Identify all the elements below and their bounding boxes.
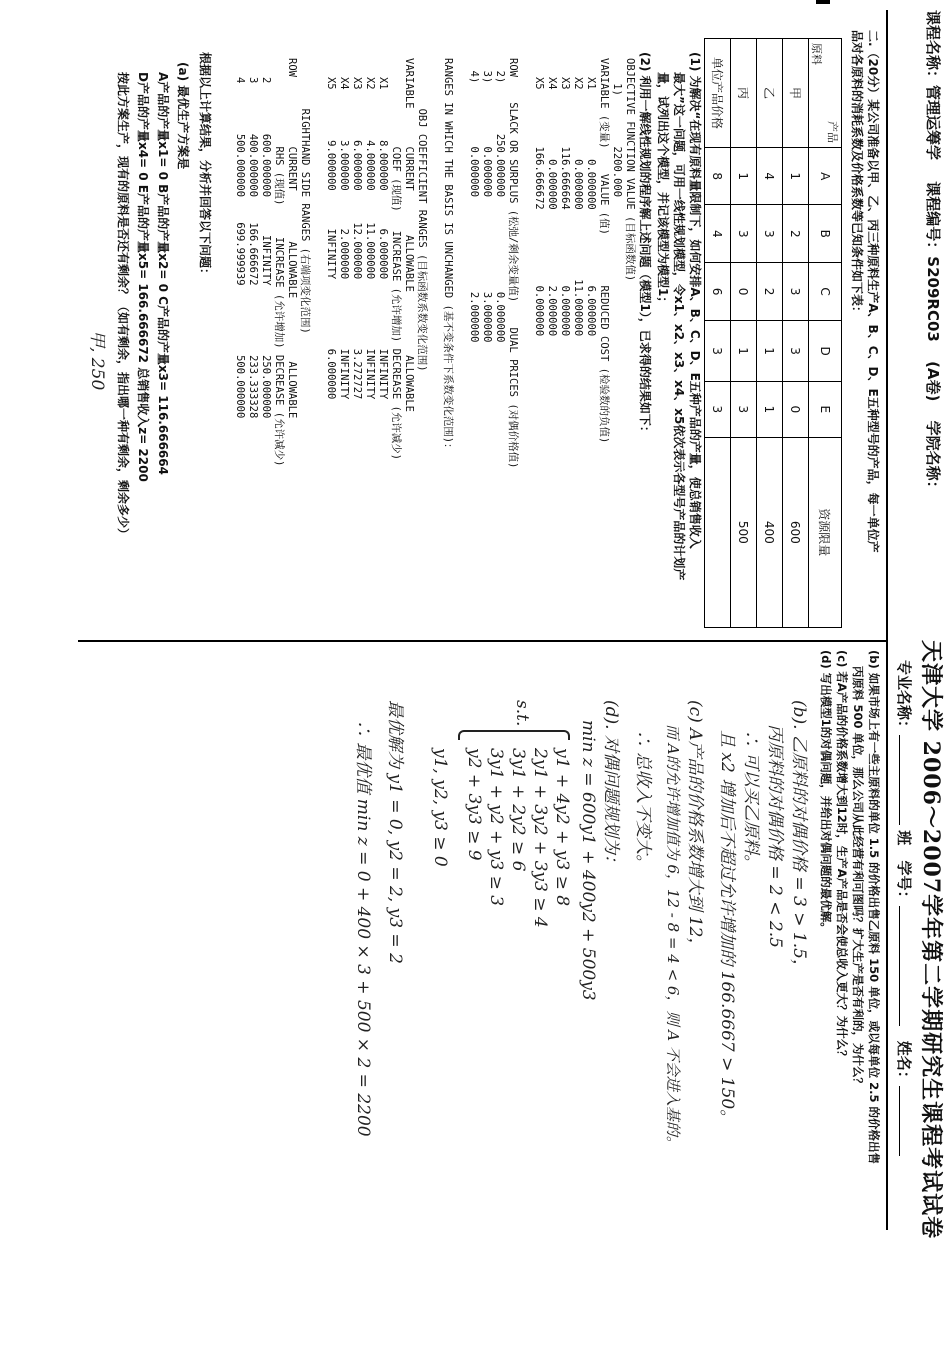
lp-output-line: 2) 250.000000 0.000000 [494,58,506,343]
lp-output-line [519,58,532,468]
question-b-line1: (b) 如果市场上有一些主原料的单位 1.5 的价格出售乙原料 150 单位，或以每单位 2.5 的价格出售 [867,650,881,1165]
lp-output-line: X1 8.000000 6.000000 INFINITY [377,58,389,400]
lp-output-line: X2 0.000000 11.000000 [572,58,584,337]
lp-output-line: X5 166.666672 0.000000 [533,58,545,337]
brace [458,730,570,740]
lp-output-line: X5 9.000000 INFINITY 6.000000 [325,58,337,400]
lp-output-line: 4) 0.000000 2.000000 [468,58,480,343]
hw-c1: (c) A产品的价格系数增大到 12， [685,700,705,955]
lp-output-line: RHS (现值) INCREASE (允许增加) DECREASE (允许减少) [273,58,285,467]
table-row: 乙 4 3 2 1 1 400 [757,39,783,628]
col-header: D [809,321,842,382]
lp-output-line: VARIABLE CURRENT ALLOWABLE ALLOWABLE [403,58,415,413]
part1-line2: 最大”这一问题，可用一线性规划模型，令x1、x2、x3、x4、x5依次表示各型号产品的计划产 [672,72,686,581]
hw-c3: ∴ 总收入不变大。 [633,730,653,872]
hw-d6: y2 + 3y3 ≥ 9 [464,748,484,861]
lp-output-line [454,58,467,468]
lp-output-line: X3 116.666664 0.000000 [559,58,571,337]
major-class-line: 专业名称： 班 学号： 姓名： [894,660,915,1156]
lp-output-line: 2 600.000000 INFINITY 250.000000 [260,58,272,419]
table-row: 甲 1 2 3 3 0 600 [783,39,809,628]
hw-st: s.t. [512,700,532,727]
lp-output-line: ROW CURRENT ALLOWABLE ALLOWABLE [286,58,298,419]
col-header: C [809,263,842,321]
question-c-line: (c) 若A产品的价格系数增大到12时，生产A产品是否会使总收入更大？为什么？ [835,650,849,1062]
hw-d1: min z = 600y1 + 400y2 + 500y3 [578,720,598,1001]
table-row: 丙 1 3 0 1 3 500 [731,39,757,628]
lp-output-line [311,58,324,468]
lp-output-line: X4 3.000000 2.000000 INFINITY [338,58,350,400]
lp-output-line: OBJECTIVE FUNCTION VALUE (目标函数值) [624,58,636,282]
coefficient-table [704,38,842,628]
lp-output-line: X2 4.000000 11.000000 INFINITY [364,58,376,400]
col-header: E [809,382,842,438]
question-d-line: (d) 写出模型1的对偶问题，并给出对偶问题的最优解。 [819,650,833,934]
analysis-a-label: (a) 最优生产方案是 [176,62,190,170]
analysis-b-line: 按此方案生产，现有的原料是否还有剩余？（如有剩余，指出哪一种有剩余，剩余多少） [116,72,130,541]
hw-d2: y1 + 4y2 + y3 ≥ 8 [552,748,572,907]
hw-d0: (d). 对偶问题规划为： [601,700,621,871]
lp-output-line: 3 400.000000 166.666672 233.333328 [247,58,259,419]
hw-b3: ∴ 可以买乙原料。 [741,730,761,872]
hw-d4: 3y1 + 2y2 ≥ 6 [508,748,528,872]
part2-line1: (2) 利用一解线性规划的程序解上述问题（模型1），已求得的结果如下： [638,52,652,438]
course-header: 课程名称：管理运筹学 课程编号：S209RC03 (A卷) 学院名称： [924,10,942,496]
column-divider [78,640,888,642]
hw-d9: ∴ 最优值 min z = 0 + 400 × 3 + 500 × 2 = 2200 [353,720,373,1137]
analysis-a-line2: D产品的产量x4= 0 E产品的产量x5= 166.666672 总销售收入z= 2200 [136,72,150,482]
lp-output-line: 3) 0.000000 3.000000 [481,58,493,343]
lp-output-line: X3 6.000000 12.000000 3.272727 [351,58,363,400]
header-divider [886,10,888,1230]
lp-output [233,58,636,468]
lp-output-line: VARIABLE (变量) VALUE (值) REDUCED COST (检验数的负值) [598,58,610,444]
lp-output-line: RANGES IN WHICH THE BASIS IS UNCHANGED (基不变条件下系数变化范围)： [442,58,454,454]
lp-output-line: ROW SLACK OR SURPLUS (松弛/剩余变量值) DUAL PRICES (对偶价格值) [507,58,519,469]
col-header: A [809,148,842,205]
lp-output-line: OBJ COEFFICIENT RANGES (目标函数系数变化范围) [416,58,428,372]
binding-mark [816,0,830,4]
exam-title: 天津大学 2006～2007学年第二学期研究生课程考试试卷 [918,640,944,1240]
analysis-intro: 根据以上计算结果，分析并回答以下问题： [198,52,212,281]
hw-d8: 最优解为 y1 = 0, y2 = 2, y3 = 2 [385,700,405,964]
hw-d5: 3y1 + y2 + y3 ≥ 3 [486,748,506,907]
lp-output-line: X4 0.000000 2.000000 [546,58,558,337]
lp-output-line: X1 0.000000 6.000000 [585,58,597,337]
lp-output-line: 1) 2200.000 [611,58,623,198]
question-intro-2: 品对各原料的消耗系数及价格系数等已知条件如下表： [850,30,864,319]
lp-output-line: COEF (现值) INCREASE (允许增加) DECREASE (允许减少) [390,58,402,461]
hw-b2: 丙原料的对偶价格 = 2 < 2.5 [765,724,785,948]
col-header: 资源限量 [809,437,842,627]
col-header: B [809,205,842,263]
table-row: 单位产品价格 8 4 6 3 3 [705,39,731,628]
lp-output-line [428,58,441,468]
lp-output-line: RIGHTHAND SIDE RANGES (右端项变化范围) [299,58,311,334]
hw-d7: y1, y2, y3 ≥ 0 [430,748,450,867]
part1-line3: 量，试列出这个模型，并记该模型为模型1； [656,72,670,309]
hw-d3: 2y1 + 3y2 + 3y3 ≥ 4 [530,748,550,928]
question-b-line2: 丙原料 500 单位，那么公司从此经营有利可图吗？扩大生产是否有利的，为什么？ [851,666,865,1090]
part1-line1: (1) 为解决“在现有原料量限制下，如何安排A、B、C、D、E五种产品的产量，使总销售收入 [688,52,702,549]
hw-c2: 而 A的允许增加值为 6，12 - 8 = 4 < 6，则 A 不会进入基的。 [664,724,682,1151]
lp-output-line: 4 500.000000 699.999939 500.000000 [234,58,246,419]
analysis-b-answer: 甲, 250 [87,330,107,391]
hw-b1: (b). 乙原料的对偶价格 = 3 > 1.5， [789,700,809,976]
analysis-a-line1: A产品的产量x1= 0 B产品的产量x2= 0 C产品的产量x3= 116.666664 [156,72,170,475]
hw-b4: 且 x2 增加后不超过允许增加的 166.6667 > 150。 [717,730,737,1127]
table-corner: 产品 原料 [809,39,842,148]
question-intro-1: 二.（20分）某公司准备以甲、乙、丙三种原料生产A、B、C、D、E五种型号的产品，每一单位产 [866,30,880,553]
